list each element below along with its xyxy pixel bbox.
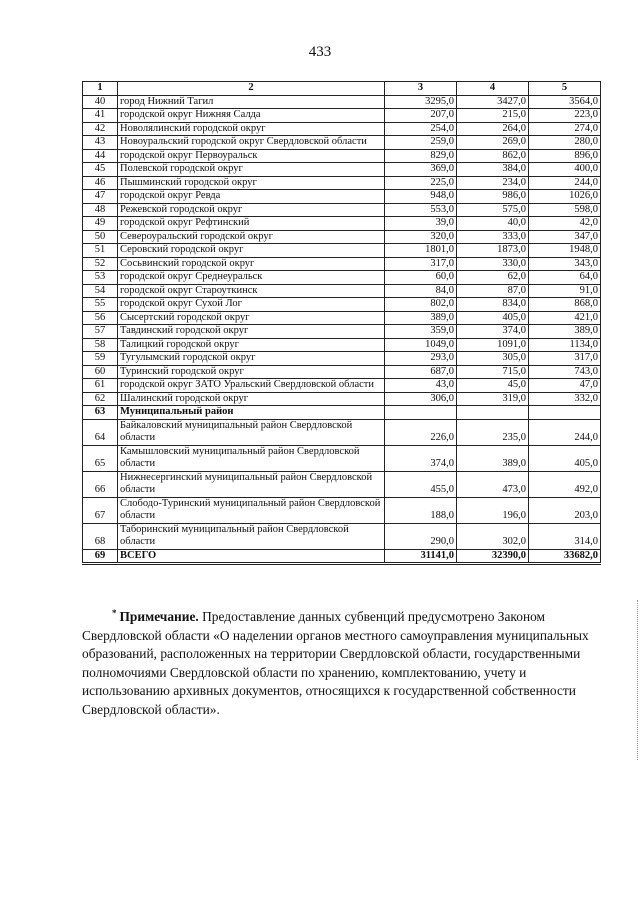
value-col-4: 1091,0 bbox=[457, 338, 529, 352]
value-col-5: 1026,0 bbox=[529, 190, 601, 204]
row-number: 54 bbox=[83, 284, 118, 298]
value-col-5 bbox=[529, 406, 601, 420]
table-row bbox=[83, 95, 601, 109]
value-col-5: 347,0 bbox=[529, 230, 601, 244]
table-row bbox=[83, 230, 601, 244]
table-row bbox=[83, 109, 601, 123]
municipality-name: ВСЕГО bbox=[118, 549, 385, 564]
row-number: 62 bbox=[83, 392, 118, 406]
row-number: 51 bbox=[83, 244, 118, 258]
value-col-5: 223,0 bbox=[529, 109, 601, 123]
value-col-3: 207,0 bbox=[385, 109, 457, 123]
value-col-3: 225,0 bbox=[385, 176, 457, 190]
municipality-name: городской округ Среднеуральск bbox=[118, 271, 385, 285]
table-row bbox=[83, 244, 601, 258]
value-col-4 bbox=[457, 406, 529, 420]
table-row bbox=[83, 298, 601, 312]
value-col-5: 896,0 bbox=[529, 149, 601, 163]
municipality-name: городской округ ЗАТО Уральский Свердловской области bbox=[118, 379, 385, 393]
municipality-name: Камышловский муниципальный район Свердловской области bbox=[118, 445, 385, 471]
row-number: 64 bbox=[83, 419, 118, 445]
value-col-3: 948,0 bbox=[385, 190, 457, 204]
table-body bbox=[83, 95, 601, 564]
value-col-4: 575,0 bbox=[457, 203, 529, 217]
footnote-label: Примечание. bbox=[119, 609, 199, 624]
value-col-5: 1948,0 bbox=[529, 244, 601, 258]
value-col-3 bbox=[385, 406, 457, 420]
value-col-5: 868,0 bbox=[529, 298, 601, 312]
value-col-5: 343,0 bbox=[529, 257, 601, 271]
municipality-name: Новолялинский городской округ bbox=[118, 122, 385, 136]
table-row bbox=[83, 352, 601, 366]
value-col-4: 330,0 bbox=[457, 257, 529, 271]
table-row bbox=[83, 136, 601, 150]
municipality-name: Шалинский городской округ bbox=[118, 392, 385, 406]
municipality-name: Полевской городской округ bbox=[118, 163, 385, 177]
column-header: 2 bbox=[118, 82, 385, 96]
value-col-4: 87,0 bbox=[457, 284, 529, 298]
value-col-3: 369,0 bbox=[385, 163, 457, 177]
value-col-3: 802,0 bbox=[385, 298, 457, 312]
table-row bbox=[83, 284, 601, 298]
value-col-5: 203,0 bbox=[529, 497, 601, 523]
value-col-5: 598,0 bbox=[529, 203, 601, 217]
value-col-3: 39,0 bbox=[385, 217, 457, 231]
value-col-4: 264,0 bbox=[457, 122, 529, 136]
value-col-4: 986,0 bbox=[457, 190, 529, 204]
municipality-name: Тугулымский городской округ bbox=[118, 352, 385, 366]
municipality-name: Нижнесергинский муниципальный район Свердловской области bbox=[118, 471, 385, 497]
table-row bbox=[83, 217, 601, 231]
table-row bbox=[83, 190, 601, 204]
value-col-4: 40,0 bbox=[457, 217, 529, 231]
table-row bbox=[83, 203, 601, 217]
municipality-name: Североуральский городской округ bbox=[118, 230, 385, 244]
table-row bbox=[83, 257, 601, 271]
municipality-name: городской округ Первоуральск bbox=[118, 149, 385, 163]
table-row bbox=[83, 163, 601, 177]
row-number: 53 bbox=[83, 271, 118, 285]
row-number: 55 bbox=[83, 298, 118, 312]
value-col-4: 305,0 bbox=[457, 352, 529, 366]
row-number: 59 bbox=[83, 352, 118, 366]
value-col-5: 314,0 bbox=[529, 523, 601, 549]
value-col-5: 42,0 bbox=[529, 217, 601, 231]
value-col-5: 1134,0 bbox=[529, 338, 601, 352]
row-number: 47 bbox=[83, 190, 118, 204]
value-col-3: 320,0 bbox=[385, 230, 457, 244]
value-col-3: 374,0 bbox=[385, 445, 457, 471]
value-col-4: 62,0 bbox=[457, 271, 529, 285]
footnote-marker: * bbox=[112, 608, 117, 618]
value-col-4: 405,0 bbox=[457, 311, 529, 325]
table-row bbox=[83, 325, 601, 339]
municipality-name: Муниципальный район bbox=[118, 406, 385, 420]
value-col-3: 259,0 bbox=[385, 136, 457, 150]
row-number: 67 bbox=[83, 497, 118, 523]
municipality-name: Туринский городской округ bbox=[118, 365, 385, 379]
value-col-4: 715,0 bbox=[457, 365, 529, 379]
footnote-text: Предоставление данных субвенций предусмотрено Законом Свердловской области «О наделении органов местного самоуправления муниципальных образований, расположенных на территории Свердловской области, государственными полномочиями Свердловской области по хранению, комплектованию, учету и использованию архивных документов, относящихся к государственной собственности Свердловской области». bbox=[82, 609, 589, 717]
municipality-name: Новоуральский городской округ Свердловской области bbox=[118, 136, 385, 150]
value-col-5: 743,0 bbox=[529, 365, 601, 379]
value-col-4: 389,0 bbox=[457, 445, 529, 471]
value-col-3: 359,0 bbox=[385, 325, 457, 339]
value-col-3: 687,0 bbox=[385, 365, 457, 379]
value-col-4: 384,0 bbox=[457, 163, 529, 177]
column-header: 5 bbox=[529, 82, 601, 96]
value-col-3: 60,0 bbox=[385, 271, 457, 285]
value-col-3: 829,0 bbox=[385, 149, 457, 163]
value-col-4: 3427,0 bbox=[457, 95, 529, 109]
municipality-name: Слободо-Туринский муниципальный район Свердловской области bbox=[118, 497, 385, 523]
row-number: 45 bbox=[83, 163, 118, 177]
value-col-4: 196,0 bbox=[457, 497, 529, 523]
row-number: 57 bbox=[83, 325, 118, 339]
municipality-name: Сысертский городской округ bbox=[118, 311, 385, 325]
value-col-4: 374,0 bbox=[457, 325, 529, 339]
value-col-5: 47,0 bbox=[529, 379, 601, 393]
row-number: 56 bbox=[83, 311, 118, 325]
value-col-4: 235,0 bbox=[457, 419, 529, 445]
value-col-4: 234,0 bbox=[457, 176, 529, 190]
row-number: 43 bbox=[83, 136, 118, 150]
municipality-name: городской округ Староуткинск bbox=[118, 284, 385, 298]
table-header-row bbox=[83, 82, 601, 96]
value-col-5: 332,0 bbox=[529, 392, 601, 406]
value-col-4: 269,0 bbox=[457, 136, 529, 150]
value-col-4: 215,0 bbox=[457, 109, 529, 123]
value-col-5: 91,0 bbox=[529, 284, 601, 298]
value-col-4: 473,0 bbox=[457, 471, 529, 497]
row-number: 52 bbox=[83, 257, 118, 271]
value-col-3: 317,0 bbox=[385, 257, 457, 271]
row-number: 61 bbox=[83, 379, 118, 393]
value-col-3: 43,0 bbox=[385, 379, 457, 393]
value-col-3: 84,0 bbox=[385, 284, 457, 298]
municipality-name: городской округ Сухой Лог bbox=[118, 298, 385, 312]
value-col-3: 226,0 bbox=[385, 419, 457, 445]
row-number: 48 bbox=[83, 203, 118, 217]
value-col-5: 33682,0 bbox=[529, 549, 601, 564]
value-col-3: 293,0 bbox=[385, 352, 457, 366]
scan-margin-marks bbox=[631, 600, 638, 760]
table-row bbox=[83, 149, 601, 163]
value-col-4: 319,0 bbox=[457, 392, 529, 406]
column-header: 1 bbox=[83, 82, 118, 96]
municipality-name: Серовский городской округ bbox=[118, 244, 385, 258]
municipality-name: Байкаловский муниципальный район Свердловской области bbox=[118, 419, 385, 445]
subvention-table bbox=[82, 81, 601, 565]
value-col-3: 389,0 bbox=[385, 311, 457, 325]
value-col-4: 32390,0 bbox=[457, 549, 529, 564]
value-col-3: 1049,0 bbox=[385, 338, 457, 352]
row-number: 60 bbox=[83, 365, 118, 379]
value-col-3: 1801,0 bbox=[385, 244, 457, 258]
municipality-name: Сосьвинский городской округ bbox=[118, 257, 385, 271]
value-col-5: 405,0 bbox=[529, 445, 601, 471]
municipality-name: Тавдинский городской округ bbox=[118, 325, 385, 339]
row-number: 63 bbox=[83, 406, 118, 420]
municipality-name: Режевской городской округ bbox=[118, 203, 385, 217]
municipality-name: Пышминский городской округ bbox=[118, 176, 385, 190]
page-number: 433 bbox=[308, 44, 332, 60]
municipality-name: город Нижний Тагил bbox=[118, 95, 385, 109]
value-col-5: 400,0 bbox=[529, 163, 601, 177]
table-row bbox=[83, 392, 601, 406]
value-col-4: 834,0 bbox=[457, 298, 529, 312]
table-row bbox=[83, 338, 601, 352]
value-col-5: 317,0 bbox=[529, 352, 601, 366]
table-row bbox=[83, 471, 601, 497]
table-row bbox=[83, 271, 601, 285]
value-col-5: 389,0 bbox=[529, 325, 601, 339]
row-number: 50 bbox=[83, 230, 118, 244]
value-col-4: 1873,0 bbox=[457, 244, 529, 258]
table-row bbox=[83, 497, 601, 523]
column-header: 4 bbox=[457, 82, 529, 96]
table-row bbox=[83, 419, 601, 445]
row-number: 58 bbox=[83, 338, 118, 352]
value-col-3: 455,0 bbox=[385, 471, 457, 497]
table-row bbox=[83, 445, 601, 471]
row-number: 42 bbox=[83, 122, 118, 136]
municipality-name: городской округ Рефтинский bbox=[118, 217, 385, 231]
row-number: 40 bbox=[83, 95, 118, 109]
value-col-3: 254,0 bbox=[385, 122, 457, 136]
table-row bbox=[83, 176, 601, 190]
value-col-4: 862,0 bbox=[457, 149, 529, 163]
table-row bbox=[83, 122, 601, 136]
value-col-3: 290,0 bbox=[385, 523, 457, 549]
value-col-4: 333,0 bbox=[457, 230, 529, 244]
value-col-5: 64,0 bbox=[529, 271, 601, 285]
value-col-3: 188,0 bbox=[385, 497, 457, 523]
value-col-5: 421,0 bbox=[529, 311, 601, 325]
table-row bbox=[83, 523, 601, 549]
value-col-5: 280,0 bbox=[529, 136, 601, 150]
table-row bbox=[83, 406, 601, 420]
value-col-3: 306,0 bbox=[385, 392, 457, 406]
municipality-name: городской округ Нижняя Салда bbox=[118, 109, 385, 123]
row-number: 69 bbox=[83, 549, 118, 564]
row-number: 46 bbox=[83, 176, 118, 190]
value-col-5: 274,0 bbox=[529, 122, 601, 136]
value-col-3: 553,0 bbox=[385, 203, 457, 217]
municipality-name: Талицкий городской округ bbox=[118, 338, 385, 352]
row-number: 65 bbox=[83, 445, 118, 471]
table-row bbox=[83, 379, 601, 393]
row-number: 68 bbox=[83, 523, 118, 549]
value-col-3: 31141,0 bbox=[385, 549, 457, 564]
table-row bbox=[83, 365, 601, 379]
value-col-5: 492,0 bbox=[529, 471, 601, 497]
municipality-name: городской округ Ревда bbox=[118, 190, 385, 204]
row-number: 41 bbox=[83, 109, 118, 123]
value-col-5: 244,0 bbox=[529, 176, 601, 190]
column-header: 3 bbox=[385, 82, 457, 96]
footnote bbox=[82, 604, 602, 720]
value-col-5: 244,0 bbox=[529, 419, 601, 445]
value-col-5: 3564,0 bbox=[529, 95, 601, 109]
row-number: 44 bbox=[83, 149, 118, 163]
value-col-4: 45,0 bbox=[457, 379, 529, 393]
row-number: 49 bbox=[83, 217, 118, 231]
value-col-4: 302,0 bbox=[457, 523, 529, 549]
row-number: 66 bbox=[83, 471, 118, 497]
table-row bbox=[83, 549, 601, 564]
value-col-3: 3295,0 bbox=[385, 95, 457, 109]
table-row bbox=[83, 311, 601, 325]
municipality-name: Таборинский муниципальный район Свердловской области bbox=[118, 523, 385, 549]
